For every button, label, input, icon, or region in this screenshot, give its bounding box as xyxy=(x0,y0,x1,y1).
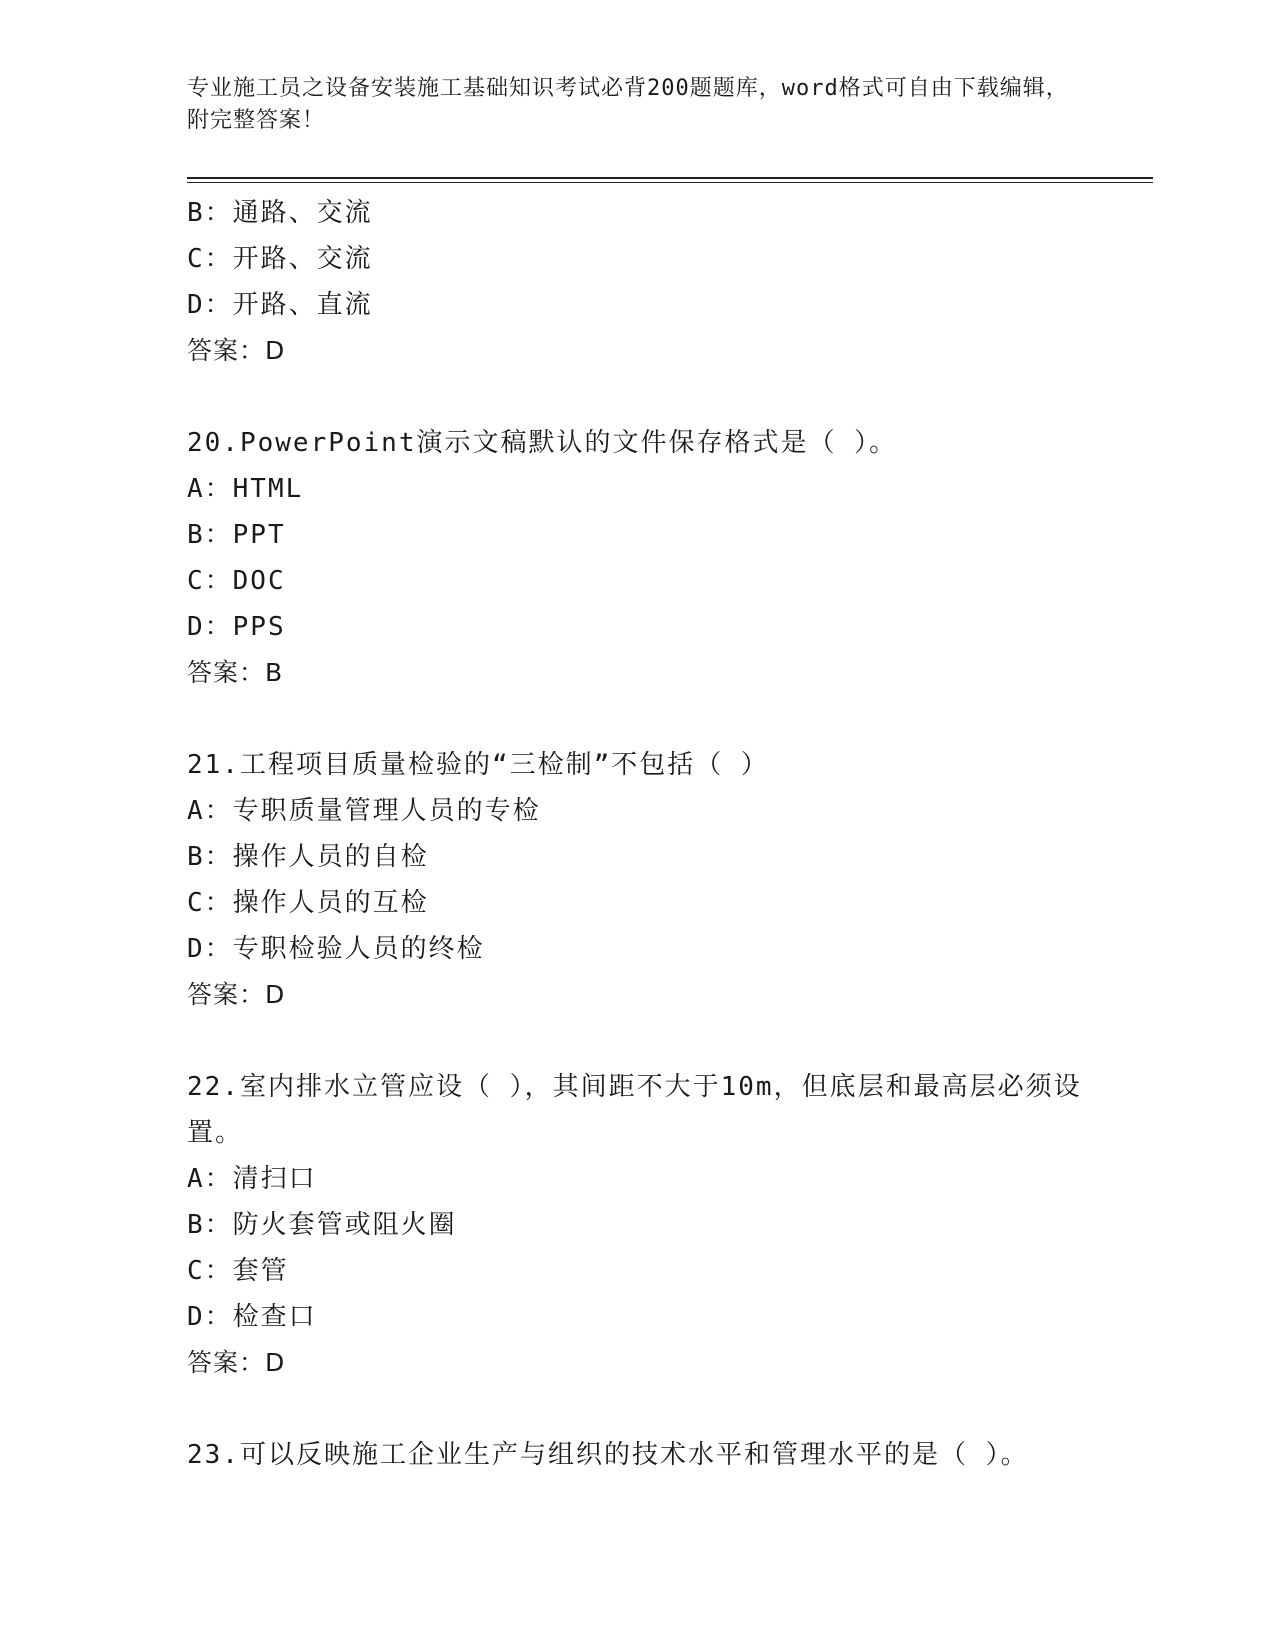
question-list xyxy=(187,190,1107,1478)
question-stem: 21.工程项目质量检验的“三检制”不包括（ ） xyxy=(187,750,769,780)
question-stem: 22.室内排水立管应设（ ），其间距不大于10m，但底层和最高层必须设置。 xyxy=(187,1072,1082,1148)
option-d: D：检查口 xyxy=(187,1302,317,1332)
option-c: C：DOC xyxy=(187,566,286,596)
answer-line: 答案：D xyxy=(187,336,286,365)
option-d: D：开路、直流 xyxy=(187,290,373,320)
answer-line: 答案：B xyxy=(187,658,284,687)
option-c: C：操作人员的互检 xyxy=(187,888,429,918)
option-b: B：操作人员的自检 xyxy=(187,842,429,872)
question-stem: 20.PowerPoint演示文稿默认的文件保存格式是（ ）。 xyxy=(187,428,898,458)
option-a: A：HTML xyxy=(187,474,304,504)
option-b: B：通路、交流 xyxy=(187,198,373,228)
document-header: 专业施工员之设备安装施工基础知识考试必背200题题库，word格式可自由下载编辑，附完整答案！ xyxy=(187,76,1069,133)
option-b: B：PPT xyxy=(187,520,286,550)
option-d: D：PPS xyxy=(187,612,286,642)
option-b: B：防火套管或阻火圈 xyxy=(187,1210,457,1240)
option-d: D：专职检验人员的终检 xyxy=(187,934,485,964)
header-divider-thick xyxy=(187,177,1153,179)
option-c: C：开路、交流 xyxy=(187,244,373,274)
option-a: A：清扫口 xyxy=(187,1164,317,1194)
question-stem: 23.可以反映施工企业生产与组织的技术水平和管理水平的是（ ）。 xyxy=(187,1440,1029,1470)
answer-line: 答案：D xyxy=(187,1348,286,1377)
header-divider-thin xyxy=(187,182,1153,183)
option-a: A：专职质量管理人员的专检 xyxy=(187,796,541,826)
option-c: C：套管 xyxy=(187,1256,289,1286)
answer-line: 答案：D xyxy=(187,980,286,1009)
